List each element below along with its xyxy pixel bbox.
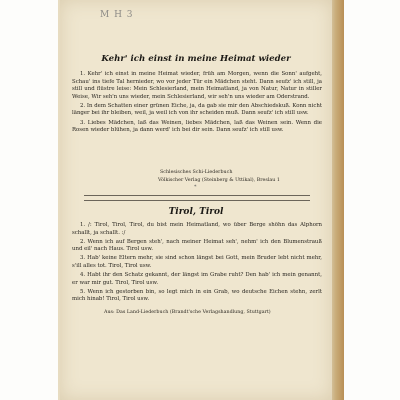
- song1-verse-3: 3. Liebes Mädchen, laß das Weinen, liebes Mädchen, laß das Weinen sein. Wenn die Rosen wieder blühen, ja dann werd' ich bei dir sein. Dann seufz' ich still usw.: [72, 119, 322, 134]
- song2-title: Tirol, Tirol: [168, 207, 224, 217]
- song2-verse-2: 2. Wenn ich auf Bergen steh', nach meiner Heimat seh', nehm' ich den Blumenstrauß und eil' nach Haus. Tirol usw.: [72, 238, 322, 253]
- song2-verse-1: 1. /: Tirol, Tirol, Tirol, du bist mein Heimatland, wo über Berge shöhn das Alphorn schallt, ja schallt. :/: [72, 222, 322, 236]
- song2-source: Aus: Das Land-Liederbuch (Brandt'sche Verlagshandlung, Stuttgart): [104, 310, 271, 315]
- song1-title: Kehr' ich einst in meine Heimat wieder: [101, 54, 291, 64]
- song1-source-line1: Schlesisches Schi-Liederbuch: [160, 170, 233, 175]
- song2-verse-3: 3. Hab' keine Eltern mehr, sie sind schon längst bei Gott, mein Bruder lebt nicht mehr, s'ill alles tot. Tirol, Tirol usw.: [72, 255, 322, 269]
- separator-star: *: [194, 184, 197, 190]
- pencil-annotation: M H 3: [100, 10, 134, 20]
- song2-verse-4: 4. Habt ihr den Schatz gekannt, der längst im Grabe ruht? Den hab' ich mein genannt, er war mir gut. Tirol, Tirol usw.: [72, 272, 322, 286]
- spine-edge: [330, 0, 344, 400]
- song1-verses: [72, 71, 322, 136]
- song1-verse-2: 2. In dem Schatten einer grünen Eiche, ja, da gab sie mir den Abschiedskuß. Konn nicht länger bei ihr bleiben, weil, ja weil ich von ihr scheiden muß. Dann seufz' ich still usw.: [72, 102, 322, 117]
- song1-verse-1: 1. Kehr' ich einst in meine Heimat wieder, früh am Morgen, wenn die Sonn' aufgeht, Schau' ins tiefe Tal hernieder, wo vor jeder Tür ein Mädchen steht. Dann seufz' ich still, ja still und flüstre leise: Mein Schlesierland, mein Heimatland, ja von Natur, Natur in stiller Weise, Wir seh'n uns wieder, mein Schlesierland, wir seh'n uns wieder am Oderstrand.: [72, 71, 322, 100]
- song2-verse-5: 5. Wenn ich gestorben bin, so legt mich in ein Grab, wo deutsche Eichen stehn, zerlt mich hinab! Tirol, Tirol usw.: [72, 288, 322, 303]
- song2-verses: [72, 222, 322, 305]
- divider-rule-bottom: [84, 200, 310, 201]
- song1-source-line2: Völkischer Verlag (Steinberg & Uttikal), Breslau 1: [158, 178, 280, 183]
- divider-rule-top: [84, 195, 310, 196]
